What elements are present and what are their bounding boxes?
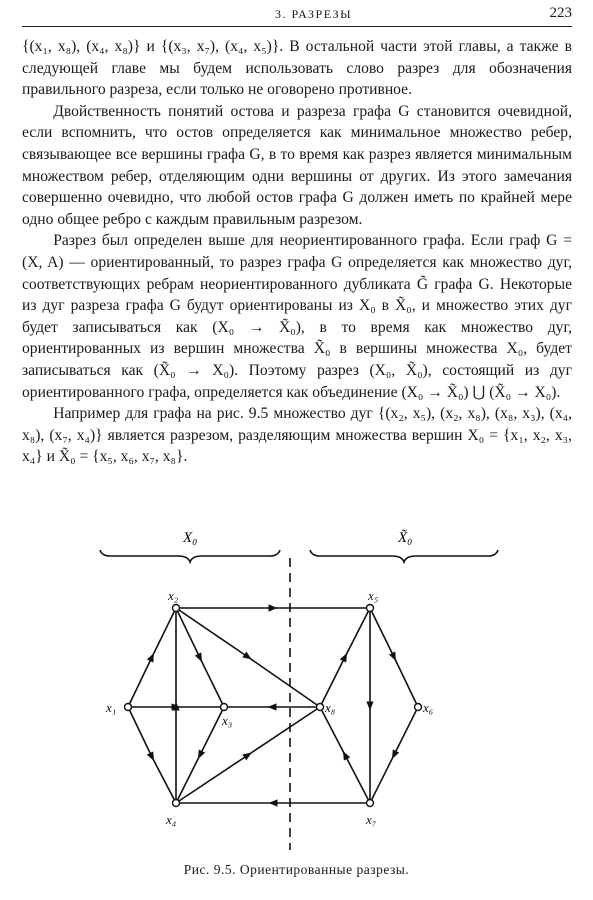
node-label-x4: x₄ <box>166 812 177 827</box>
edge-x4-x8 <box>176 707 320 803</box>
edge-x3-x4 <box>176 707 224 803</box>
paragraph: {(x₁, x₈), (x₄, x₈)} и {(x₃, x₇), (x₄, x₅)}. В остальной части этой главы, а также в следующей главе мы будем использовать слово разрез для обозначения правильного разреза, если только не оговорено противное. <box>22 38 572 99</box>
figure-caption: Рис. 9.5. Ориентированные разрезы. <box>183 862 410 877</box>
node-label-x8: x₈ <box>325 700 336 715</box>
edge-x2-x8 <box>176 608 320 707</box>
body-text <box>22 36 572 468</box>
edge-x6-x7 <box>370 707 418 803</box>
set-label-left: X₀ <box>183 530 198 546</box>
paragraph: Двойственность понятий остова и разреза графа G становится очевидной, если вспомнить, что остов определяется как минимальное множество ребер, связывающее все вершины графа G, в то время как разрез является минимальным множеством ребер, отделяющим одни вершины от других. Из этого замечания совершенно очевидно, что любой остов графа G должен иметь по крайней мере одно общее ребро с каждым правильным разрезом. <box>22 102 572 228</box>
node-x8 <box>317 704 324 711</box>
node-label-x3: x₃ <box>222 713 233 728</box>
node-label-x1: x₁ <box>106 700 117 715</box>
edge-x2-x3 <box>176 608 224 707</box>
brace-left <box>100 550 280 562</box>
node-x3 <box>221 704 228 711</box>
running-header <box>22 4 572 27</box>
edge-x7-x8 <box>320 707 370 803</box>
node-x6 <box>415 704 422 711</box>
node-x2 <box>173 605 180 612</box>
brace-right <box>310 550 498 562</box>
paragraph: Разрез был определен выше для неориентированного графа. Если граф G = (X, A) — ориентированный, то разрез графа G определяется как множество дуг, соответствующих ребрам неориентированного дубликата G̃ графа G. Некоторые из дуг разреза графа G будут ориентированы из X₀ в X̃₀, и множество этих дуг будет записываться как (X₀ → X̃₀), в то время как множество дуг, ориентированных из вершин множества X̃₀ в вершины множества X₀, будет записываться как (X̃₀ → X₀). Поэтому разрез (X₀, X̃₀), состоящий из дуг ориентированного графа, определяется как объединение (X₀ → X̃₀) ⋃ (X̃₀ → X₀). <box>22 232 572 401</box>
section-title: 3. РАЗРЕЗЫ <box>275 7 353 21</box>
edge-x1-x2 <box>128 608 176 707</box>
set-label-right: X̃₀ <box>398 530 413 546</box>
figure-9-5 <box>0 520 593 860</box>
graph-diagram <box>0 520 593 860</box>
node-label-x6: x₆ <box>423 700 434 715</box>
edge-x1-x4 <box>128 707 176 803</box>
node-label-x5: x₅ <box>368 588 379 603</box>
edge-x8-x5 <box>320 608 370 707</box>
node-label-x7: x₇ <box>366 812 377 827</box>
node-x4 <box>173 800 180 807</box>
node-x7 <box>367 800 374 807</box>
node-x5 <box>367 605 374 612</box>
node-x1 <box>125 704 132 711</box>
edge-x5-x6 <box>370 608 418 707</box>
paragraph: Например для графа на рис. 9.5 множество дуг {(x₂, x₅), (x₂, x₈), (x₈, x₃), (x₄, x₈), (x₇, x₄)} является разрезом, разделяющим множества вершин X₀ = {x₁, x₂, x₃, x₄} и X̃₀ = {x₅, x₆, x₇, x₈}. <box>22 405 572 466</box>
node-label-x2: x₂ <box>168 588 179 603</box>
page-number: 223 <box>549 5 572 21</box>
